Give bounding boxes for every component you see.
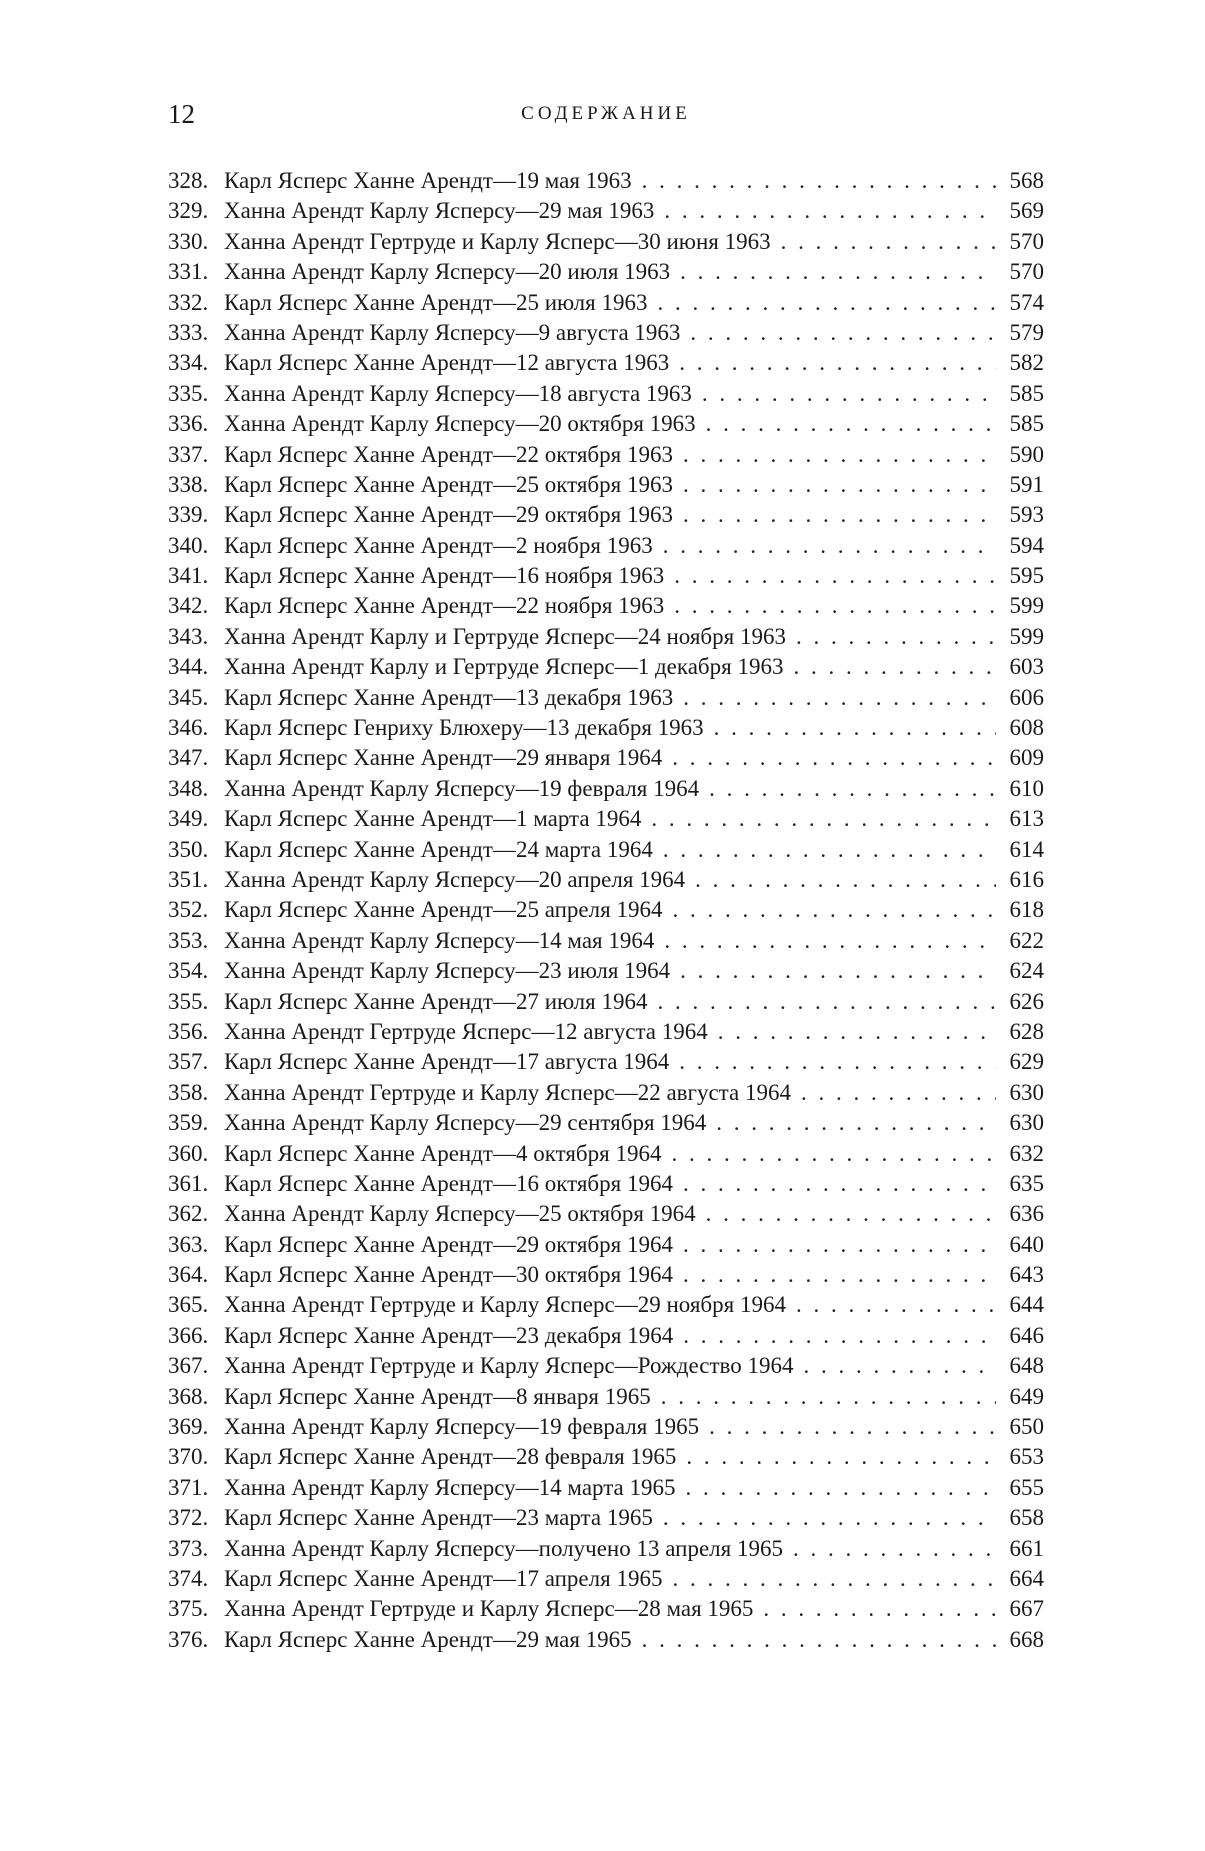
entry-title: Ханна Арендт Карлу Ясперсу—14 мая 1964 xyxy=(224,927,655,953)
entry-number: 363. xyxy=(168,1231,209,1257)
entry-page-number: 629 xyxy=(1009,1049,1044,1075)
dot-leader xyxy=(709,774,996,804)
toc-entry xyxy=(168,1169,1044,1199)
entry-number: 368. xyxy=(168,1383,209,1409)
entry-number: 343. xyxy=(168,623,209,649)
entry-page-number: 664 xyxy=(1009,1565,1044,1591)
entry-title: Карл Ясперс Ханне Арендт—17 апреля 1965 xyxy=(224,1565,663,1591)
entry-page-number: 568 xyxy=(1009,168,1044,193)
entry-page-number: 614 xyxy=(1009,836,1044,862)
entry-number: 340. xyxy=(168,532,209,558)
entry-page-number: 599 xyxy=(1009,593,1044,619)
entry-page-number: 650 xyxy=(1009,1414,1044,1440)
entry-page-number: 653 xyxy=(1009,1444,1044,1470)
entry-title: Ханна Арендт Гертруде Ясперс—12 августа 1964 xyxy=(224,1018,708,1044)
entry-number: 358. xyxy=(168,1079,209,1105)
entry-title: Ханна Арендт Карлу Ясперсу—9 августа 1963 xyxy=(224,319,681,345)
entry-number: 359. xyxy=(168,1110,209,1136)
entry-title: Карл Ясперс Ханне Арендт—22 ноября 1963 xyxy=(224,593,665,619)
entry-number: 354. xyxy=(168,958,209,984)
toc-entry xyxy=(168,1625,1044,1655)
entry-page-number: 636 xyxy=(1009,1201,1044,1227)
entry-number: 349. xyxy=(168,806,209,832)
entry-title: Ханна Арендт Гертруде и Карлу Ясперс—28 мая 1965 xyxy=(224,1596,754,1622)
toc-entry xyxy=(168,835,1044,865)
entry-page-number: 628 xyxy=(1009,1018,1044,1044)
entry-page-number: 616 xyxy=(1009,866,1044,892)
entry-number: 329. xyxy=(168,198,209,224)
table-of-contents xyxy=(168,166,1044,1655)
entry-page-number: 668 xyxy=(1009,1626,1044,1652)
toc-entry xyxy=(168,196,1044,226)
entry-number: 342. xyxy=(168,593,209,619)
toc-entry xyxy=(168,470,1044,500)
entry-title: Карл Ясперс Ханне Арендт—24 марта 1964 xyxy=(224,836,653,862)
dot-leader xyxy=(716,1108,996,1138)
dot-leader xyxy=(683,500,996,530)
toc-entry xyxy=(168,1047,1044,1077)
dot-leader xyxy=(706,409,996,439)
dot-leader xyxy=(683,1230,996,1260)
dot-leader xyxy=(663,1503,996,1533)
toc-entry xyxy=(168,591,1044,621)
entry-number: 331. xyxy=(168,259,209,285)
toc-entry xyxy=(168,379,1044,409)
entry-page-number: 593 xyxy=(1009,502,1044,528)
dot-leader xyxy=(683,1321,996,1351)
toc-entry xyxy=(168,1503,1044,1533)
entry-title: Карл Ясперс Ханне Арендт—23 декабря 1964 xyxy=(224,1322,674,1348)
entry-number: 338. xyxy=(168,471,209,497)
dot-leader xyxy=(672,1564,996,1594)
dot-leader xyxy=(651,804,996,834)
toc-entry xyxy=(168,865,1044,895)
entry-page-number: 658 xyxy=(1009,1505,1044,1531)
toc-entry xyxy=(168,683,1044,713)
toc-entry xyxy=(168,1382,1044,1412)
toc-entry xyxy=(168,1108,1044,1138)
entry-page-number: 648 xyxy=(1009,1353,1044,1379)
entry-title: Ханна Арендт Карлу Ясперсу—20 октября 1963 xyxy=(224,411,696,437)
toc-entry xyxy=(168,1351,1044,1381)
toc-entry xyxy=(168,1230,1044,1260)
page-header xyxy=(168,96,1044,132)
toc-entry xyxy=(168,257,1044,287)
dot-leader xyxy=(803,1351,996,1381)
entry-page-number: 613 xyxy=(1009,806,1044,832)
dot-leader xyxy=(663,835,996,865)
entry-title: Карл Ясперс Ханне Арендт—27 июля 1964 xyxy=(224,988,648,1014)
entry-number: 374. xyxy=(168,1565,209,1591)
dot-leader xyxy=(661,1382,996,1412)
entry-page-number: 661 xyxy=(1009,1535,1044,1561)
entry-page-number: 640 xyxy=(1009,1231,1044,1257)
entry-number: 334. xyxy=(168,350,209,376)
entry-page-number: 644 xyxy=(1009,1292,1044,1318)
entry-title: Ханна Арендт Карлу Ясперсу—14 марта 1965 xyxy=(224,1474,676,1500)
entry-number: 345. xyxy=(168,684,209,710)
entry-title: Карл Ясперс Ханне Арендт—16 ноября 1963 xyxy=(224,563,665,589)
toc-entry xyxy=(168,227,1044,257)
entry-number: 372. xyxy=(168,1505,209,1531)
toc-entry xyxy=(168,1017,1044,1047)
entry-page-number: 646 xyxy=(1009,1322,1044,1348)
entry-title: Карл Ясперс Ханне Арендт—25 апреля 1964 xyxy=(224,897,663,923)
toc-entry xyxy=(168,1534,1044,1564)
dot-leader xyxy=(683,683,996,713)
entry-number: 364. xyxy=(168,1262,209,1288)
entry-page-number: 606 xyxy=(1009,684,1044,710)
toc-entry xyxy=(168,1078,1044,1108)
entry-title: Ханна Арендт Карлу Ясперсу—29 мая 1963 xyxy=(224,198,655,224)
entry-title: Ханна Арендт Карлу и Гертруде Ясперс—1 декабря 1963 xyxy=(224,654,784,680)
toc-entry xyxy=(168,1199,1044,1229)
entry-title: Ханна Арендт Гертруде и Карлу Ясперс—22 августа 1964 xyxy=(224,1079,791,1105)
entry-number: 376. xyxy=(168,1626,209,1652)
entry-number: 373. xyxy=(168,1535,209,1561)
entry-number: 332. xyxy=(168,289,209,315)
entry-page-number: 591 xyxy=(1009,471,1044,497)
entry-page-number: 570 xyxy=(1009,259,1044,285)
entry-number: 335. xyxy=(168,380,209,406)
entry-title: Карл Ясперс Ханне Арендт—13 декабря 1963 xyxy=(224,684,674,710)
entry-title: Ханна Арендт Карлу Ясперсу—23 июля 1964 xyxy=(224,958,671,984)
entry-number: 366. xyxy=(168,1322,209,1348)
dot-leader xyxy=(683,440,996,470)
toc-entry xyxy=(168,804,1044,834)
toc-entry xyxy=(168,288,1044,318)
entry-title: Ханна Арендт Карлу Ясперсу—18 августа 1963 xyxy=(224,380,692,406)
toc-entry xyxy=(168,531,1044,561)
entry-title: Карл Ясперс Ханне Арендт—17 августа 1964 xyxy=(224,1049,670,1075)
entry-page-number: 635 xyxy=(1009,1170,1044,1196)
entry-title: Ханна Арендт Карлу Ясперсу—20 апреля 1964 xyxy=(224,866,686,892)
dot-leader xyxy=(718,1017,996,1047)
dot-leader xyxy=(801,1078,996,1108)
toc-entry xyxy=(168,1260,1044,1290)
entry-page-number: 655 xyxy=(1009,1474,1044,1500)
entry-page-number: 667 xyxy=(1009,1596,1044,1622)
entry-title: Карл Ясперс Ханне Арендт—19 мая 1963 xyxy=(224,168,632,193)
entry-number: 356. xyxy=(168,1018,209,1044)
entry-number: 339. xyxy=(168,502,209,528)
entry-page-number: 569 xyxy=(1009,198,1044,224)
toc-entry xyxy=(168,1594,1044,1624)
entry-page-number: 574 xyxy=(1009,289,1044,315)
toc-entry xyxy=(168,1412,1044,1442)
dot-leader xyxy=(657,987,996,1017)
dot-leader xyxy=(690,318,996,348)
running-title: СОДЕРЖАНИЕ xyxy=(521,103,691,124)
entry-title: Карл Ясперс Ханне Арендт—28 февраля 1965 xyxy=(224,1444,677,1470)
entry-title: Ханна Арендт Карлу Ясперсу—19 февраля 1965 xyxy=(224,1414,700,1440)
dot-leader xyxy=(706,1199,996,1229)
entry-page-number: 585 xyxy=(1009,380,1044,406)
entry-number: 337. xyxy=(168,441,209,467)
entry-number: 370. xyxy=(168,1444,209,1470)
entry-page-number: 609 xyxy=(1009,745,1044,771)
entry-page-number: 594 xyxy=(1009,532,1044,558)
entry-number: 330. xyxy=(168,228,209,254)
entry-page-number: 585 xyxy=(1009,411,1044,437)
entry-number: 365. xyxy=(168,1292,209,1318)
toc-entry xyxy=(168,713,1044,743)
entry-page-number: 570 xyxy=(1009,228,1044,254)
entry-title: Карл Ясперс Ханне Арендт—30 октября 1964 xyxy=(224,1262,673,1288)
entry-page-number: 643 xyxy=(1009,1262,1044,1288)
entry-number: 351. xyxy=(168,866,209,892)
toc-entry xyxy=(168,1473,1044,1503)
entry-page-number: 626 xyxy=(1009,988,1044,1014)
entry-title: Карл Ясперс Ханне Арендт—12 августа 1963 xyxy=(224,350,670,376)
entry-title: Карл Ясперс Ханне Арендт—16 октября 1964 xyxy=(224,1170,673,1196)
toc-entry xyxy=(168,895,1044,925)
toc-entry xyxy=(168,1290,1044,1320)
toc-entry xyxy=(168,926,1044,956)
dot-leader xyxy=(664,196,996,226)
entry-page-number: 608 xyxy=(1009,715,1044,741)
dot-leader xyxy=(674,591,996,621)
dot-leader xyxy=(702,379,996,409)
entry-number: 336. xyxy=(168,411,209,437)
entry-page-number: 632 xyxy=(1009,1140,1044,1166)
entry-number: 361. xyxy=(168,1170,209,1196)
entry-number: 362. xyxy=(168,1201,209,1227)
entry-number: 346. xyxy=(168,715,209,741)
dot-leader xyxy=(642,1625,996,1655)
entry-page-number: 630 xyxy=(1009,1110,1044,1136)
entry-title: Карл Ясперс Ханне Арендт—4 октября 1964 xyxy=(224,1140,662,1166)
dot-leader xyxy=(796,622,996,652)
entry-title: Ханна Арендт Карлу Ясперсу—получено 13 апреля 1965 xyxy=(224,1535,783,1561)
entry-title: Ханна Арендт Карлу и Гертруде Ясперс—24 ноября 1963 xyxy=(224,623,786,649)
entry-title: Ханна Арендт Карлу Ясперсу—25 октября 1964 xyxy=(224,1201,696,1227)
entry-title: Ханна Арендт Гертруде и Карлу Ясперс—30 июня 1963 xyxy=(224,228,771,254)
dot-leader xyxy=(674,561,996,591)
dot-leader xyxy=(679,348,996,378)
toc-entry xyxy=(168,166,1044,196)
dot-leader xyxy=(796,1290,996,1320)
entry-title: Ханна Арендт Карлу Ясперсу—20 июля 1963 xyxy=(224,259,671,285)
entry-title: Карл Ясперс Ханне Арендт—1 марта 1964 xyxy=(224,806,642,832)
dot-leader xyxy=(680,956,996,986)
entry-number: 357. xyxy=(168,1049,209,1075)
dot-leader xyxy=(642,166,996,196)
toc-entry xyxy=(168,1442,1044,1472)
toc-entry xyxy=(168,409,1044,439)
toc-entry xyxy=(168,318,1044,348)
entry-page-number: 624 xyxy=(1009,958,1044,984)
entry-number: 367. xyxy=(168,1353,209,1379)
entry-title: Карл Ясперс Ханне Арендт—29 октября 1964 xyxy=(224,1231,673,1257)
toc-entry xyxy=(168,500,1044,530)
entry-number: 328. xyxy=(168,168,209,193)
entry-title: Карл Ясперс Ханне Арендт—2 ноября 1963 xyxy=(224,532,653,558)
toc-entry xyxy=(168,561,1044,591)
entry-title: Ханна Арендт Гертруде и Карлу Ясперс—29 ноября 1964 xyxy=(224,1292,786,1318)
toc-entry xyxy=(168,652,1044,682)
dot-leader xyxy=(663,531,996,561)
entry-page-number: 595 xyxy=(1009,563,1044,589)
entry-number: 355. xyxy=(168,988,209,1014)
toc-entry xyxy=(168,1139,1044,1169)
dot-leader xyxy=(683,470,996,500)
dot-leader xyxy=(793,652,996,682)
dot-leader xyxy=(683,1260,996,1290)
dot-leader xyxy=(709,1412,996,1442)
dot-leader xyxy=(793,1534,996,1564)
entry-page-number: 582 xyxy=(1009,350,1044,376)
entry-number: 353. xyxy=(168,927,209,953)
entry-title: Ханна Арендт Карлу Ясперсу—29 сентября 1964 xyxy=(224,1110,707,1136)
entry-page-number: 630 xyxy=(1009,1079,1044,1105)
toc-entry xyxy=(168,956,1044,986)
entry-title: Карл Ясперс Ханне Арендт—29 октября 1963 xyxy=(224,502,673,528)
entry-page-number: 610 xyxy=(1009,775,1044,801)
page-number: 12 xyxy=(168,99,195,129)
entry-page-number: 603 xyxy=(1009,654,1044,680)
toc-entry xyxy=(168,774,1044,804)
dot-leader xyxy=(781,227,996,257)
toc-entry xyxy=(168,987,1044,1017)
entry-title: Карл Ясперс Ханне Арендт—22 октября 1963 xyxy=(224,441,673,467)
entry-title: Карл Ясперс Ханне Арендт—29 января 1964 xyxy=(224,745,663,771)
toc-entry xyxy=(168,622,1044,652)
dot-leader xyxy=(686,1473,996,1503)
dot-leader xyxy=(679,1047,996,1077)
toc-entry xyxy=(168,1321,1044,1351)
entry-title: Карл Ясперс Ханне Арендт—29 мая 1965 xyxy=(224,1626,632,1652)
dot-leader xyxy=(672,895,996,925)
entry-number: 369. xyxy=(168,1414,209,1440)
dot-leader xyxy=(672,743,996,773)
entry-page-number: 649 xyxy=(1009,1383,1044,1409)
dot-leader xyxy=(695,865,996,895)
dot-leader xyxy=(664,926,996,956)
entry-number: 350. xyxy=(168,836,209,862)
entry-page-number: 579 xyxy=(1009,319,1044,345)
entry-number: 360. xyxy=(168,1140,209,1166)
dot-leader xyxy=(683,1169,996,1199)
entry-number: 371. xyxy=(168,1474,209,1500)
entry-title: Карл Ясперс Ханне Арендт—23 марта 1965 xyxy=(224,1505,653,1531)
entry-title: Карл Ясперс Ханне Арендт—8 января 1965 xyxy=(224,1383,651,1409)
entry-title: Карл Ясперс Ханне Арендт—25 июля 1963 xyxy=(224,289,648,315)
entry-number: 341. xyxy=(168,563,209,589)
entry-page-number: 622 xyxy=(1009,927,1044,953)
entry-number: 347. xyxy=(168,745,209,771)
entry-number: 375. xyxy=(168,1596,209,1622)
entry-page-number: 590 xyxy=(1009,441,1044,467)
entry-title: Карл Ясперс Ханне Арендт—25 октября 1963 xyxy=(224,471,673,497)
dot-leader xyxy=(671,1139,996,1169)
toc-entry xyxy=(168,743,1044,773)
toc-entry xyxy=(168,348,1044,378)
dot-leader xyxy=(657,288,996,318)
entry-number: 348. xyxy=(168,775,209,801)
dot-leader xyxy=(763,1594,996,1624)
entry-number: 344. xyxy=(168,654,209,680)
entry-page-number: 599 xyxy=(1009,623,1044,649)
entry-title: Ханна Арендт Гертруде и Карлу Ясперс—Рождество 1964 xyxy=(224,1353,794,1379)
dot-leader xyxy=(686,1442,996,1472)
dot-leader xyxy=(714,713,996,743)
entry-page-number: 618 xyxy=(1009,897,1044,923)
toc-entry xyxy=(168,440,1044,470)
entry-number: 352. xyxy=(168,897,209,923)
entry-number: 333. xyxy=(168,319,209,345)
dot-leader xyxy=(680,257,996,287)
entry-title: Ханна Арендт Карлу Ясперсу—19 февраля 1964 xyxy=(224,775,700,801)
entry-title: Карл Ясперс Генриху Блюхеру—13 декабря 1963 xyxy=(224,715,704,741)
toc-entry xyxy=(168,1564,1044,1594)
